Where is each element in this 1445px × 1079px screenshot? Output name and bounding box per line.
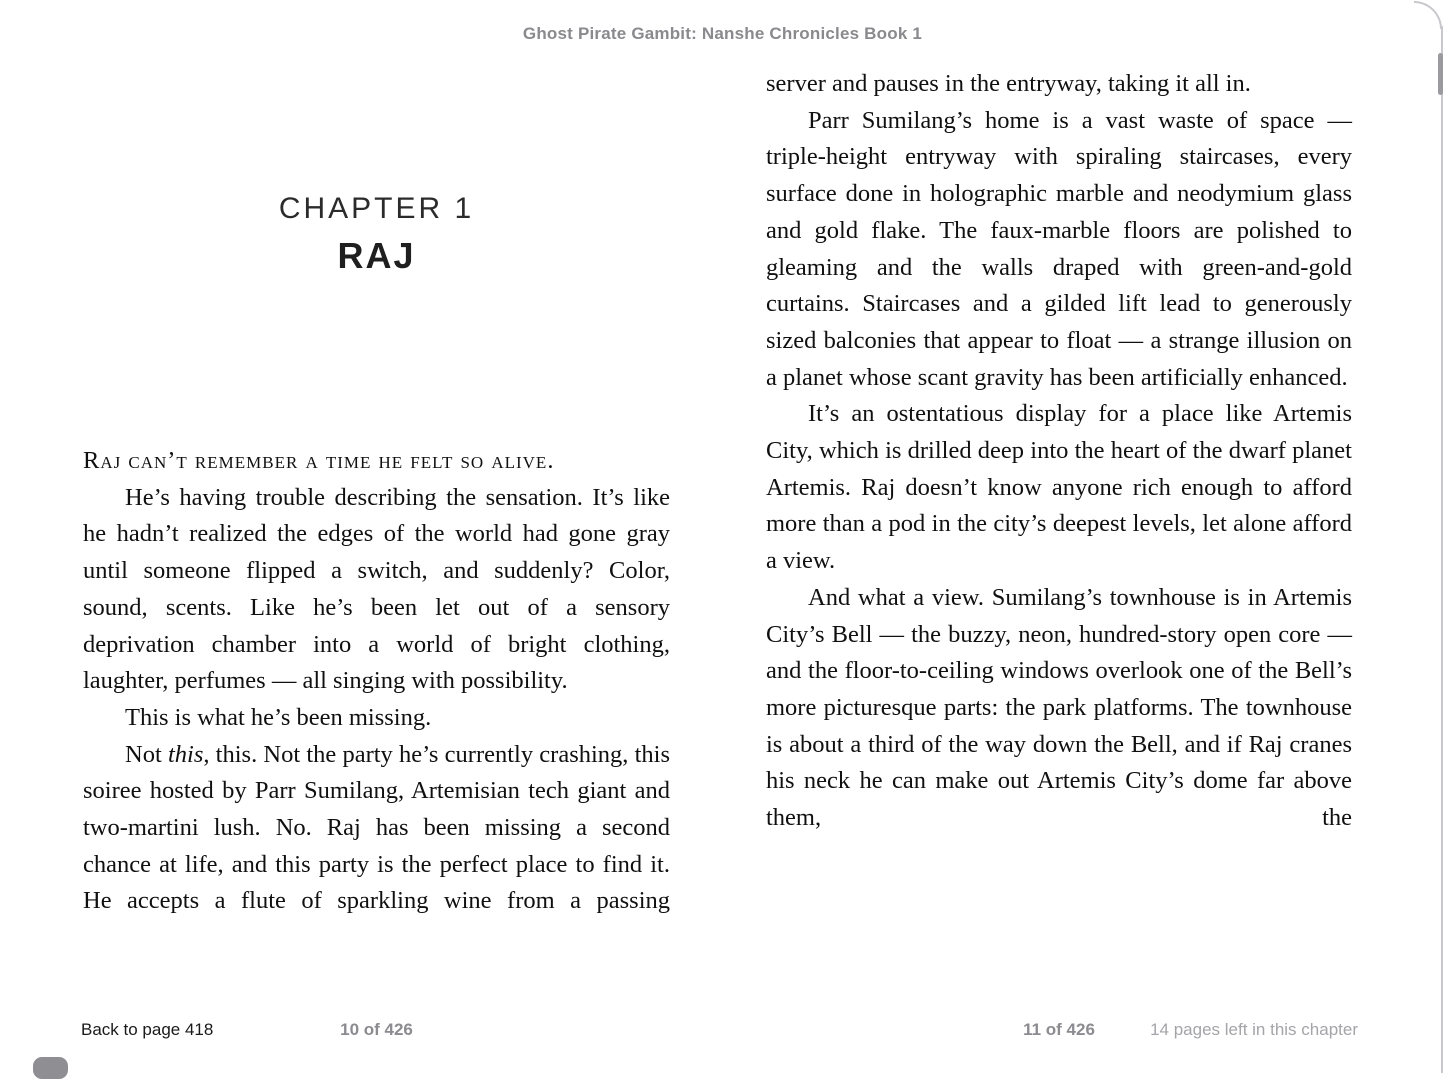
right-page-indicator: 11 of 426 xyxy=(1023,1020,1095,1039)
drag-handle[interactable] xyxy=(33,1057,68,1079)
paragraph: This is what he’s been missing. xyxy=(125,703,432,731)
chapter-number: CHAPTER 1 xyxy=(278,192,475,225)
chapter-heading xyxy=(83,192,670,277)
paragraph: server and pauses in the entryway, taking it all in. xyxy=(766,70,1251,97)
left-page-text xyxy=(83,443,670,920)
pages-left-in-chapter: 14 pages left in this chapter xyxy=(1150,1020,1358,1039)
back-to-page-link[interactable]: Back to page 418 xyxy=(81,1020,214,1039)
paragraph: Not this, this. Not the party he’s currently crashing, this soiree hosted by Parr Sumilang, Artemisian tech giant and two-martini lush. No. Raj has been missing a second chance at life, and this party is the perfect place to find it. He accepts a flute of sparkling wine from a passing xyxy=(83,740,671,915)
left-page[interactable] xyxy=(83,0,670,1000)
paragraph: He’s having trouble describing the sensation. It’s like he hadn’t realized the edges of the world had gone gray until someone flipped a switch, and suddenly? Color, sound, scents. Like he’s been let out of a sensory deprivation chamber into a world of bright clothing, laughter, perfumes — all singing with possibility. xyxy=(83,483,670,695)
paragraph: And what a view. Sumilang’s townhouse is in Artemis City’s Bell — the buzzy, neon, hundred-story open core — and the floor-to-ceiling windows overlook one of the Bell’s more picturesque parts: the park platforms. The townhouse is about a third of the way down the Bell, and if Raj cranes his neck he can make out Artemis City’s dome far above them, the xyxy=(766,583,1352,832)
right-page-text xyxy=(766,66,1352,837)
page-edge-line xyxy=(1441,26,1443,1073)
opening-line: Raj can’t remember a time he felt so alive. xyxy=(83,447,555,474)
left-page-indicator: 10 of 426 xyxy=(340,1020,413,1039)
book-title: Ghost Pirate Gambit: Nanshe Chronicles Book 1 xyxy=(522,24,923,43)
page-edge-corner xyxy=(1414,1,1442,29)
right-page[interactable] xyxy=(766,0,1352,1000)
chapter-title: RAJ xyxy=(337,235,416,276)
scrollbar-thumb[interactable] xyxy=(1438,53,1443,95)
paragraph: It’s an ostentatious display for a place like Artemis City, which is drilled deep into the heart of the dwarf planet Artemis. Raj doesn’t know anyone rich enough to afford more than a pod in the city’s deepest levels, let alone afford a view. xyxy=(766,400,1352,575)
paragraph: Parr Sumilang’s home is a vast waste of space — triple-height entryway with spiraling staircases, every surface done in holographic marble and neodymium glass and gold flake. The faux-marble floors are polished to gleaming and the walls draped with green-and-gold curtains. Staircases and a gilded lift lead to generously sized balconies that appear to float — a strange illusion on a planet whose scant gravity has been artificially enhanced. xyxy=(766,106,1352,391)
